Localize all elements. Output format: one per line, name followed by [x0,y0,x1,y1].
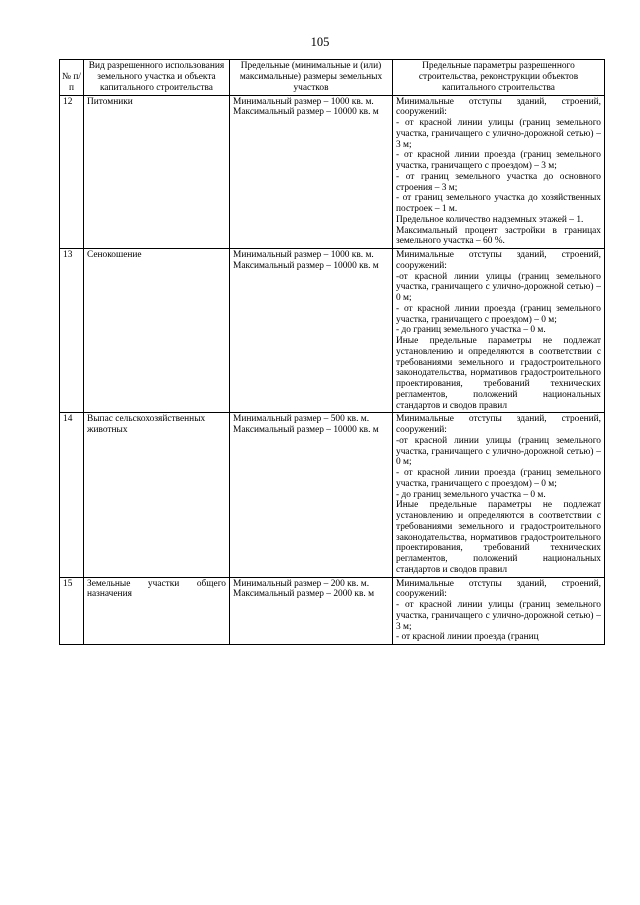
row-params [393,249,605,413]
table-row [60,249,605,413]
table-row [60,413,605,577]
param-line: - до границ земельного участка – 0 м. [396,489,546,500]
row-params [393,577,605,645]
row-use: Земельные участки общего назначения [84,577,230,645]
size-max: Максимальный размер – 2000 кв. м [233,589,375,600]
table-row [60,95,605,249]
param-line: Иные предельные параметры не подлежат установлению и определяются в соответствии с требованиями земельного и градостроительного законодательства, нормативов градостроительного проектирования, требований технических регламентов, положений национальных стандартов и сводов правил [396,500,601,575]
param-line: - от красной линии проезда (границ земельного участка, граничащего с проездом) – 0 м; [396,468,601,489]
header-size: Предельные (минимальные и (или) максимальные) размеры земельных участков [230,60,393,96]
size-max: Максимальный размер – 10000 кв. м [233,107,379,118]
table-row [60,577,605,645]
size-max: Максимальный размер – 10000 кв. м [233,425,379,435]
size-min: Минимальный размер – 1000 кв. м. [233,250,374,260]
row-params [393,95,605,249]
size-min: Минимальный размер – 1000 кв. м. [233,96,374,107]
param-line: -от красной линии улицы (границ земельного участка, граничащего с улично-дорожной сетью) – 0 м; [396,271,601,303]
row-params [393,413,605,577]
param-line: -от красной линии улицы (границ земельного участка, граничащего с улично-дорожной сетью) – 0 м; [396,435,601,468]
size-min: Минимальный размер – 200 кв. м. [233,578,370,589]
param-line: - от красной линии проезда (границ земельного участка, граничащего с проездом) – 3 м; [396,150,601,171]
param-line: Минимальные отступы зданий, строений, сооружений: [396,578,601,600]
row-number: 13 [60,249,84,413]
param-line: Минимальные отступы зданий, строений, сооружений: [396,96,601,118]
row-number: 14 [60,413,84,577]
param-line: - от границ земельного участка до основного строения – 3 м; [396,171,601,193]
param-line: Минимальные отступы зданий, строений, сооружений: [396,414,601,435]
page-number: 105 [310,35,330,49]
param-line: - до границ земельного участка – 0 м. [396,325,546,336]
header-use: Вид разрешенного использования земельного участка и объекта капитального строительства [84,60,230,96]
table-header-row [60,60,605,96]
row-use: Выпас сельскохозяйственных животных [84,413,230,577]
row-use: Сенокошение [84,249,230,413]
param-line: - от красной линии проезда (границ земельного участка, граничащего с проездом) – 0 м; [396,303,601,325]
header-num: № п/п [60,60,84,96]
row-number: 15 [60,577,84,645]
param-line: - от красной линии проезда (границ [396,632,539,643]
param-line: Максимальный процент застройки в границах земельного участка – 60 %. [396,225,601,247]
row-use: Питомники [84,95,230,249]
row-size [230,577,393,645]
param-line: Предельное количество надземных этажей – 1. [396,214,584,225]
param-line: - от красной линии улицы (границ земельного участка, граничащего с улично-дорожной сетью) – 3 м; [396,600,601,632]
param-line: Минимальные отступы зданий, строений, сооружений: [396,250,601,271]
param-line: - от красной линии улицы (границ земельного участка, граничащего с улично-дорожной сетью) – 3 м; [396,118,601,150]
row-size [230,95,393,249]
row-number: 12 [60,95,84,249]
size-min: Минимальный размер – 500 кв. м. [233,414,370,425]
size-max: Максимальный размер – 10000 кв. м [233,260,379,271]
land-use-table [59,59,605,645]
param-line: Иные предельные параметры не подлежат установлению и определяются в соответствии с требованиями земельного и градостроительного законодательства, нормативов градостроительного проектирования, требований технических регламентов, положений национальных стандартов и сводов правил [396,336,601,411]
param-line: - от границ земельного участка до хозяйственных построек – 1 м. [396,193,601,214]
row-size [230,249,393,413]
row-size [230,413,393,577]
header-params: Предельные параметры разрешенного строительства, реконструкции объектов капитального строительства [393,60,605,96]
